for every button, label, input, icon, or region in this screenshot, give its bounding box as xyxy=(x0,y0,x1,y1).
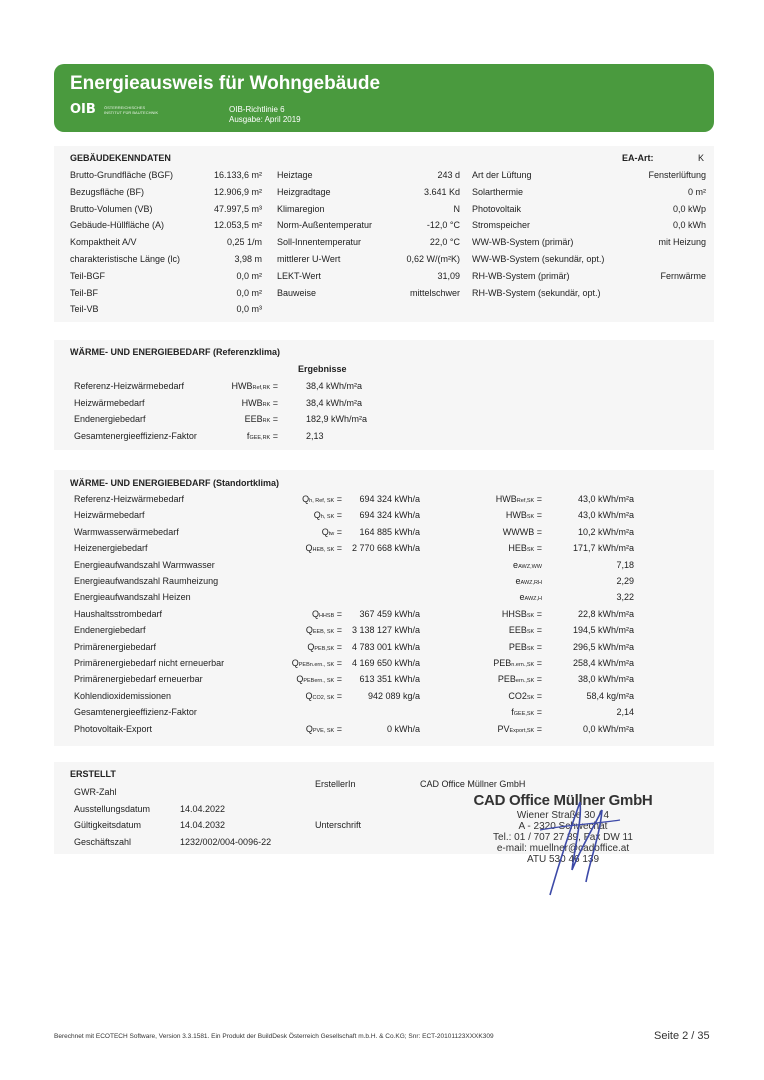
unterschrift-label: Unterschrift xyxy=(315,820,362,830)
geb-label: Teil-VB xyxy=(70,304,99,315)
std-s-symbol-subscript: GEE,SK xyxy=(513,711,535,718)
std-q-value: 694 324 kWh/a xyxy=(359,510,420,521)
geb-label: Teil-BF xyxy=(70,287,99,298)
std-q-symbol-subscript: PEB,SK xyxy=(314,645,335,652)
std-q-symbol-equals: = xyxy=(334,658,342,668)
std-label: Energieaufwandszahl Warmwasser xyxy=(74,559,215,570)
geb-label: Brutto-Volumen (VB) xyxy=(70,203,153,214)
page-number: Seite 2 / 35 xyxy=(654,1030,710,1042)
standortklima-title: WÄRME- UND ENERGIEBEDARF (Standortklima) xyxy=(70,478,280,488)
std-q-symbol-symbol: Q xyxy=(313,510,321,521)
geb-label: Teil-BGF xyxy=(70,270,106,281)
ref-symbol-equals: = xyxy=(270,397,278,408)
std-q-symbol-subscript: tw xyxy=(328,530,335,537)
std-q-value: 164 885 kWh/a xyxy=(359,526,420,537)
oib-logo-text: OIB xyxy=(70,102,96,117)
ref-symbol-symbol: EEB xyxy=(244,414,263,424)
std-s-symbol xyxy=(470,658,542,668)
std-s-symbol xyxy=(470,724,542,734)
ref-symbol-equals: = xyxy=(270,381,278,391)
std-label: Gesamtenergieeffizienz-Faktor xyxy=(74,707,197,718)
ref-symbol xyxy=(210,381,278,391)
geb-value: mittelschwer xyxy=(409,287,460,298)
geb-label: Heizgradtage xyxy=(277,186,331,197)
geb-value: 12.906,9 m² xyxy=(213,186,262,197)
std-s-symbol-symbol: WWWB xyxy=(502,526,535,537)
erstellt-label: Ausstellungsdatum xyxy=(74,803,151,814)
std-q-symbol-equals: = xyxy=(334,526,342,537)
std-s-value: 0,0 kWh/m²a xyxy=(582,723,634,734)
std-q-symbol-equals: = xyxy=(334,625,342,636)
std-s-value: 296,5 kWh/m²a xyxy=(572,641,634,652)
std-s-value: 7,18 xyxy=(616,559,634,570)
std-q-symbol-subscript: CO2, SK xyxy=(312,694,335,701)
std-s-symbol-symbol: PEB xyxy=(497,674,516,685)
geb-label: WW-WB-System (sekundär, opt.) xyxy=(472,254,605,264)
std-q-value: 3 138 127 kWh/a xyxy=(351,625,420,636)
std-q-symbol-symbol: Q xyxy=(307,641,315,652)
std-q-symbol-equals: = xyxy=(334,641,342,652)
std-q-symbol-symbol: Q xyxy=(305,543,313,554)
stamp-street: Wiener Straße 30 / 4 xyxy=(516,810,610,821)
std-s-value: 38,0 kWh/m²a xyxy=(577,674,634,685)
erstellt-label: Geschäftszahl xyxy=(74,836,132,847)
geb-label: RH-WB-System (primär) xyxy=(472,270,570,281)
header-banner xyxy=(54,64,714,132)
std-s-symbol xyxy=(470,674,542,684)
std-s-symbol-symbol: HHSB xyxy=(501,608,527,619)
std-q-symbol-subscript: PVE, SK xyxy=(312,727,335,734)
std-s-value: 22,8 kWh/m²a xyxy=(577,608,634,619)
geb-value: 0,0 m³ xyxy=(236,304,262,315)
geb-label: LEKT-Wert xyxy=(277,270,321,281)
ref-symbol-subscript: Ref,RK xyxy=(252,385,271,391)
std-q-symbol-equals: = xyxy=(334,494,342,504)
std-q-symbol-symbol: Q xyxy=(305,690,313,701)
ref-symbol-subscript: RK xyxy=(262,418,271,424)
geb-value: 22,0 °C xyxy=(429,237,460,248)
geb-value: 0,0 kWp xyxy=(672,203,706,214)
geb-label: Bezugsfläche (BF) xyxy=(70,186,145,197)
geb-value: 3.641 Kd xyxy=(423,186,460,197)
handwritten-signature xyxy=(520,790,640,900)
std-label: Warmwasserwärmebedarf xyxy=(74,526,179,537)
std-s-value: 2,14 xyxy=(616,707,634,718)
std-s-symbol-symbol: e xyxy=(515,576,521,586)
ref-symbol-equals: = xyxy=(270,414,278,424)
geb-value: 16.133,6 m² xyxy=(213,170,262,180)
std-s-symbol-equals: = xyxy=(534,526,542,537)
ref-symbol xyxy=(210,398,278,408)
std-s-value: 2,29 xyxy=(616,576,634,586)
std-s-symbol-subscript: SK xyxy=(526,629,535,636)
ref-value: 38,4 kWh/m²a xyxy=(306,397,363,408)
std-s-symbol-subscript: SK xyxy=(526,645,535,652)
geb-label: RH-WB-System (sekundär, opt.) xyxy=(472,287,601,298)
std-s-symbol-equals: = xyxy=(534,707,542,718)
ref-value: 38,4 kWh/m²a xyxy=(306,381,363,391)
ref-symbol-equals: = xyxy=(270,430,278,441)
geb-label: mittlerer U-Wert xyxy=(277,254,341,264)
oib-logo-subtext: ÖSTERREICHISCHES INSTITUT FÜR BAUTECHNIK xyxy=(104,105,159,115)
std-s-symbol xyxy=(470,527,542,537)
std-s-symbol-equals: = xyxy=(534,690,542,701)
std-s-value: 194,5 kWh/m²a xyxy=(572,625,634,636)
gebaeudekenndaten-title: GEBÄUDEKENNDATEN xyxy=(70,153,171,163)
footer-software-note: Berechnet mit ECOTECH Software, Version 3.3.1581. Ein Produkt der BuildDesk Österreich Gesellschaft m.b.H. & Co.KG; Snr: ECT-20101123XXXK309 xyxy=(54,1033,494,1040)
erstellt-label: GWR-Zahl xyxy=(74,787,117,797)
std-label: Haushaltsstrombedarf xyxy=(74,608,163,619)
std-s-symbol-subscript: Export,SK xyxy=(509,727,535,734)
std-q-symbol-equals: = xyxy=(334,510,342,521)
std-s-symbol xyxy=(470,494,542,504)
std-q-symbol-subscript: h, Ref, SK xyxy=(309,498,335,504)
erstellt-value: 14.04.2032 xyxy=(180,820,226,830)
geb-value: 0,25 1/m xyxy=(226,237,262,248)
std-q-symbol-equals: = xyxy=(334,674,342,685)
stamp-atu: ATU 530 46 139 xyxy=(526,854,600,865)
geb-label: Bauweise xyxy=(277,287,317,298)
std-s-symbol-equals: = xyxy=(534,494,542,504)
ref-symbol-subscript: GEE,RK xyxy=(249,434,271,441)
ergebnisse-heading: Ergebnisse xyxy=(298,364,347,374)
geb-label: Photovoltaik xyxy=(472,203,522,214)
ref-label: Gesamtenergieeffizienz-Faktor xyxy=(74,430,197,441)
std-s-symbol-symbol: e xyxy=(519,592,525,603)
std-s-symbol xyxy=(470,510,542,520)
std-label: Energieaufwandszahl Raumheizung xyxy=(74,576,219,586)
std-s-value: 58,4 kg/m²a xyxy=(586,690,634,701)
erstellt-value: 14.04.2022 xyxy=(180,803,226,814)
std-s-symbol-equals: = xyxy=(534,723,542,734)
std-q-value: 367 459 kWh/a xyxy=(359,608,420,619)
geb-label: Stromspeicher xyxy=(472,220,531,231)
ref-value: 2,13 xyxy=(306,430,324,441)
std-s-symbol-subscript: n.ern.,SK xyxy=(511,662,535,668)
geb-label: Solarthermie xyxy=(472,186,524,197)
referenzklima-title: WÄRME- UND ENERGIEBEDARF (Referenzklima) xyxy=(70,347,281,357)
geb-label: WW-WB-System (primär) xyxy=(472,237,574,248)
std-s-symbol-symbol: HWB xyxy=(505,510,527,521)
std-s-symbol-subscript: SK xyxy=(526,514,535,521)
std-label: Photovoltaik-Export xyxy=(74,723,153,734)
ersteller-label: ErstellerIn xyxy=(315,779,356,789)
std-s-symbol-symbol: CO2 xyxy=(508,690,527,701)
std-s-symbol-subscript: SK xyxy=(526,694,535,701)
ref-value: 182,9 kWh/m²a xyxy=(306,414,368,424)
ref-label: Referenz-Heizwärmebedarf xyxy=(74,381,185,391)
std-q-symbol-subscript: HEB, SK xyxy=(312,547,335,554)
ea-art-label: EA-Art: xyxy=(622,153,654,163)
std-s-value: 43,0 kWh/m²a xyxy=(577,494,634,504)
geb-label: Brutto-Grundfläche (BGF) xyxy=(70,170,174,180)
std-s-symbol-equals: = xyxy=(534,608,542,619)
std-q-symbol-equals: = xyxy=(334,608,342,619)
ref-symbol xyxy=(210,414,278,424)
std-s-symbol-symbol: f xyxy=(511,707,514,718)
std-s-symbol xyxy=(470,642,542,652)
std-q-symbol-subscript: HHSB xyxy=(318,612,335,619)
std-q-symbol-subscript: PEBern., SK xyxy=(303,678,335,685)
std-s-value: 258,4 kWh/m²a xyxy=(572,658,634,668)
erstellt-label: Gültigkeitsdatum xyxy=(74,820,142,830)
std-q-symbol-equals: = xyxy=(334,723,342,734)
std-s-symbol xyxy=(470,707,542,717)
geb-value: 0,0 kWh xyxy=(672,220,706,231)
std-q-value: 4 169 650 kWh/a xyxy=(351,658,420,668)
ref-label: Heizwärmebedarf xyxy=(74,397,145,408)
std-s-symbol-equals: = xyxy=(534,510,542,521)
geb-value: 12.053,5 m² xyxy=(213,220,262,231)
ausgabe-text: Ausgabe: April 2019 xyxy=(229,115,301,124)
std-s-value: 171,7 kWh/m²a xyxy=(572,543,634,554)
ref-symbol-symbol: HWB xyxy=(231,381,253,391)
std-s-symbol-subscript: SK xyxy=(526,612,535,619)
std-q-symbol-equals: = xyxy=(334,690,342,701)
ref-symbol-symbol: HWB xyxy=(241,397,263,408)
std-q-symbol-symbol: Q xyxy=(302,494,310,504)
geb-value: N xyxy=(453,203,460,214)
geb-label: Gebäude-Hüllfläche (A) xyxy=(70,220,165,231)
oib-logo xyxy=(70,102,160,122)
std-q-value: 613 351 kWh/a xyxy=(359,674,420,685)
std-s-symbol-subscript: SK xyxy=(526,547,535,554)
std-s-symbol xyxy=(470,592,542,602)
std-q-symbol-subscript: PEBn.ern., SK xyxy=(298,662,335,668)
std-s-symbol-equals: = xyxy=(534,641,542,652)
std-label: Referenz-Heizwärmebedarf xyxy=(74,494,185,504)
std-label: Endenergiebedarf xyxy=(74,625,146,636)
std-s-symbol xyxy=(470,560,542,570)
ref-label: Endenergiebedarf xyxy=(74,414,146,424)
std-label: Energieaufwandszahl Heizen xyxy=(74,592,191,603)
std-q-symbol-symbol: Q xyxy=(296,674,304,685)
stamp-email: e-mail: muellner@cadoffice.at xyxy=(496,843,630,854)
std-label: Kohlendioxidemissionen xyxy=(74,690,172,701)
std-label: Primärenergiebedarf erneuerbar xyxy=(74,674,203,685)
geb-label: Art der Lüftung xyxy=(472,170,532,180)
std-s-symbol-equals: = xyxy=(534,625,542,636)
geb-value: 31,09 xyxy=(437,270,460,281)
std-label: Heizenergiebedarf xyxy=(74,543,148,554)
std-s-symbol-equals: = xyxy=(534,658,542,668)
std-q-value: 2 770 668 kWh/a xyxy=(351,543,420,554)
std-s-symbol-subscript: Ref,SK xyxy=(516,498,535,504)
geb-value: Fensterlüftung xyxy=(648,170,706,180)
geb-value: mit Heizung xyxy=(658,237,706,248)
std-q-value: 694 324 kWh/a xyxy=(359,494,420,504)
std-q-symbol-symbol: Q xyxy=(321,526,329,537)
ersteller-value: CAD Office Müllner GmbH xyxy=(420,779,526,789)
geb-label: Heiztage xyxy=(277,170,313,180)
geb-label: charakteristische Länge (lc) xyxy=(70,254,181,264)
stamp-city: A - 2320 Schwechat xyxy=(518,821,608,832)
geb-value: Fernwärme xyxy=(660,270,706,281)
std-q-value: 0 kWh/a xyxy=(386,723,420,734)
std-s-symbol-symbol: HEB xyxy=(508,543,527,554)
geb-value: 0,62 W/(m²K) xyxy=(406,254,460,264)
ref-symbol-symbol: f xyxy=(246,430,250,441)
geb-value: 3,98 m xyxy=(234,254,262,264)
std-s-symbol-subscript: AWZ,WW xyxy=(518,563,542,570)
richtlinie-text: OIB-Richtlinie 6 xyxy=(229,105,285,114)
std-s-symbol-symbol: PEB xyxy=(493,658,512,668)
std-q-value: 942 089 kg/a xyxy=(367,690,420,701)
erstellt-title: ERSTELLT xyxy=(70,769,116,779)
std-s-symbol xyxy=(470,609,542,619)
geb-label: Kompaktheit A/V xyxy=(70,237,137,248)
std-s-symbol-symbol: PV xyxy=(497,723,510,734)
geb-value: 0 m² xyxy=(688,186,706,197)
geb-label: Soll-Innentemperatur xyxy=(277,237,362,248)
geb-value: 0,0 m² xyxy=(236,270,262,281)
std-q-symbol-subscript: h, SK xyxy=(320,514,335,521)
geb-value: -12,0 °C xyxy=(426,220,460,231)
std-s-symbol-subscript: AWZ,RH xyxy=(520,580,542,586)
std-s-symbol xyxy=(470,543,542,553)
header-subinfo xyxy=(229,105,301,125)
stamp-company-name: CAD Office Müllner GmbH xyxy=(473,792,653,809)
geb-label: Norm-Außentemperatur xyxy=(277,220,373,231)
std-q-symbol-symbol: Q xyxy=(311,608,319,619)
std-s-symbol-symbol: e xyxy=(513,559,519,570)
std-q-symbol-symbol: Q xyxy=(305,723,313,734)
std-s-value: 3,22 xyxy=(616,592,634,603)
std-label: Heizwärmebedarf xyxy=(74,510,145,521)
std-q-symbol-symbol: Q xyxy=(305,625,313,636)
std-label: Primärenergiebedarf xyxy=(74,641,157,652)
geb-value: 243 d xyxy=(437,170,460,180)
ea-art-value: K xyxy=(698,153,705,163)
ref-symbol xyxy=(210,431,278,441)
ref-symbol-subscript: RK xyxy=(262,401,271,408)
stamp-tel: Tel.: 01 / 707 27 89, Fax DW 11 xyxy=(493,832,633,843)
std-s-symbol xyxy=(470,691,542,701)
std-s-value: 43,0 kWh/m²a xyxy=(577,510,634,521)
std-s-symbol-equals: = xyxy=(534,543,542,554)
std-s-symbol-subscript: AWZ,H xyxy=(524,596,542,603)
std-s-symbol xyxy=(470,576,542,586)
geb-value: 47.997,5 m³ xyxy=(213,203,262,214)
std-s-symbol-subscript: ern.,SK xyxy=(515,678,535,685)
std-q-symbol-equals: = xyxy=(334,543,342,554)
std-s-value: 10,2 kWh/m²a xyxy=(577,526,634,537)
std-q-symbol-symbol: Q xyxy=(291,658,299,668)
document-title: Energieausweis für Wohngebäude xyxy=(70,73,381,94)
std-s-symbol-symbol: HWB xyxy=(495,494,517,504)
std-label: Primärenergiebedarf nicht erneuerbar xyxy=(74,658,225,668)
std-q-symbol-subscript: EEB, SK xyxy=(312,629,335,636)
std-q-value: 4 783 001 kWh/a xyxy=(351,641,420,652)
erstellt-value: 1232/002/004-0096-22 xyxy=(180,836,272,847)
std-s-symbol-symbol: PEB xyxy=(508,641,527,652)
std-s-symbol-equals: = xyxy=(534,674,542,685)
std-s-symbol xyxy=(470,625,542,635)
std-s-symbol-symbol: EEB xyxy=(508,625,527,636)
geb-value: 0,0 m² xyxy=(236,287,262,298)
geb-label: Klimaregion xyxy=(277,203,325,214)
